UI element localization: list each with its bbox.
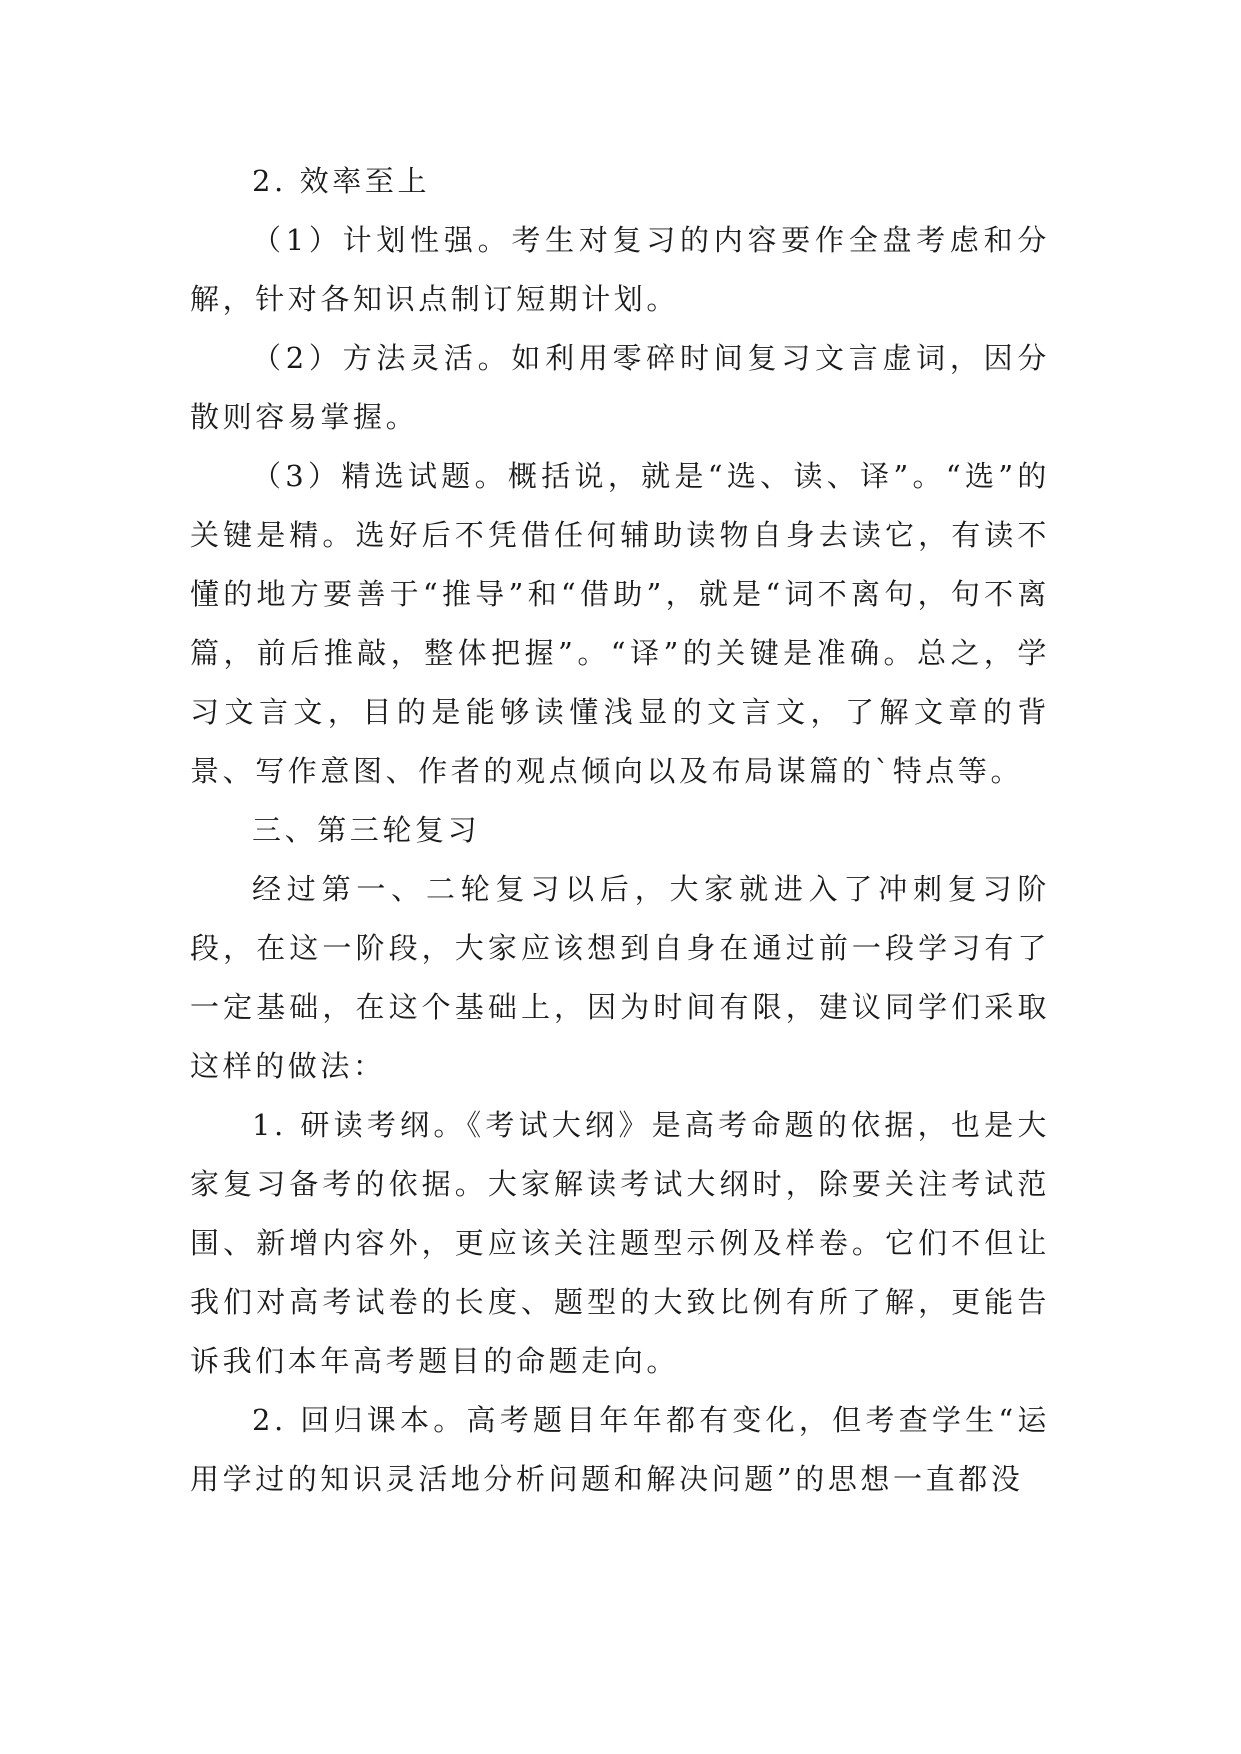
document-body bbox=[190, 152, 1050, 1509]
paragraph-return-textbook: 2. 回归课本。高考题目年年都有变化，但考查学生“运用学过的知识灵活地分析问题和解决问题”的思想一直都没 bbox=[190, 1403, 1050, 1496]
section-heading-efficiency: 2. 效率至上 bbox=[252, 164, 431, 198]
section-heading-third-round: 三、第三轮复习 bbox=[252, 813, 481, 847]
paragraph-select-questions: （3）精选试题。概括说，就是“选、读、译”。“选”的关键是精。选好后不凭借任何辅助读物自身去读它，有读不懂的地方要善于“推导”和“借助”，就是“词不离句，句不离篇，前后推敲，整体把握”。“译”的关键是准确。总之，学习文言文，目的是能够读懂浅显的文言文，了解文章的背景、写作意图、作者的观点倾向以及布局谋篇的`特点等。 bbox=[190, 459, 1050, 788]
paragraph-planning: （1）计划性强。考生对复习的内容要作全盘考虑和分解，针对各知识点制订短期计划。 bbox=[190, 223, 1050, 316]
paragraph-flexible-method: （2）方法灵活。如利用零碎时间复习文言虚词，因分散则容易掌握。 bbox=[190, 341, 1050, 434]
paragraph-study-syllabus: 1. 研读考纲。《考试大纲》是高考命题的依据，也是大家复习备考的依据。大家解读考试大纲时，除要关注考试范围、新增内容外，更应该关注题型示例及样卷。它们不但让我们对高考试卷的长度、题型的大致比例有所了解，更能告诉我们本年高考题目的命题走向。 bbox=[190, 1108, 1050, 1378]
paragraph-third-round-intro: 经过第一、二轮复习以后，大家就进入了冲刺复习阶段，在这一阶段，大家应该想到自身在通过前一段学习有了一定基础，在这个基础上，因为时间有限，建议同学们采取这样的做法： bbox=[190, 872, 1050, 1083]
